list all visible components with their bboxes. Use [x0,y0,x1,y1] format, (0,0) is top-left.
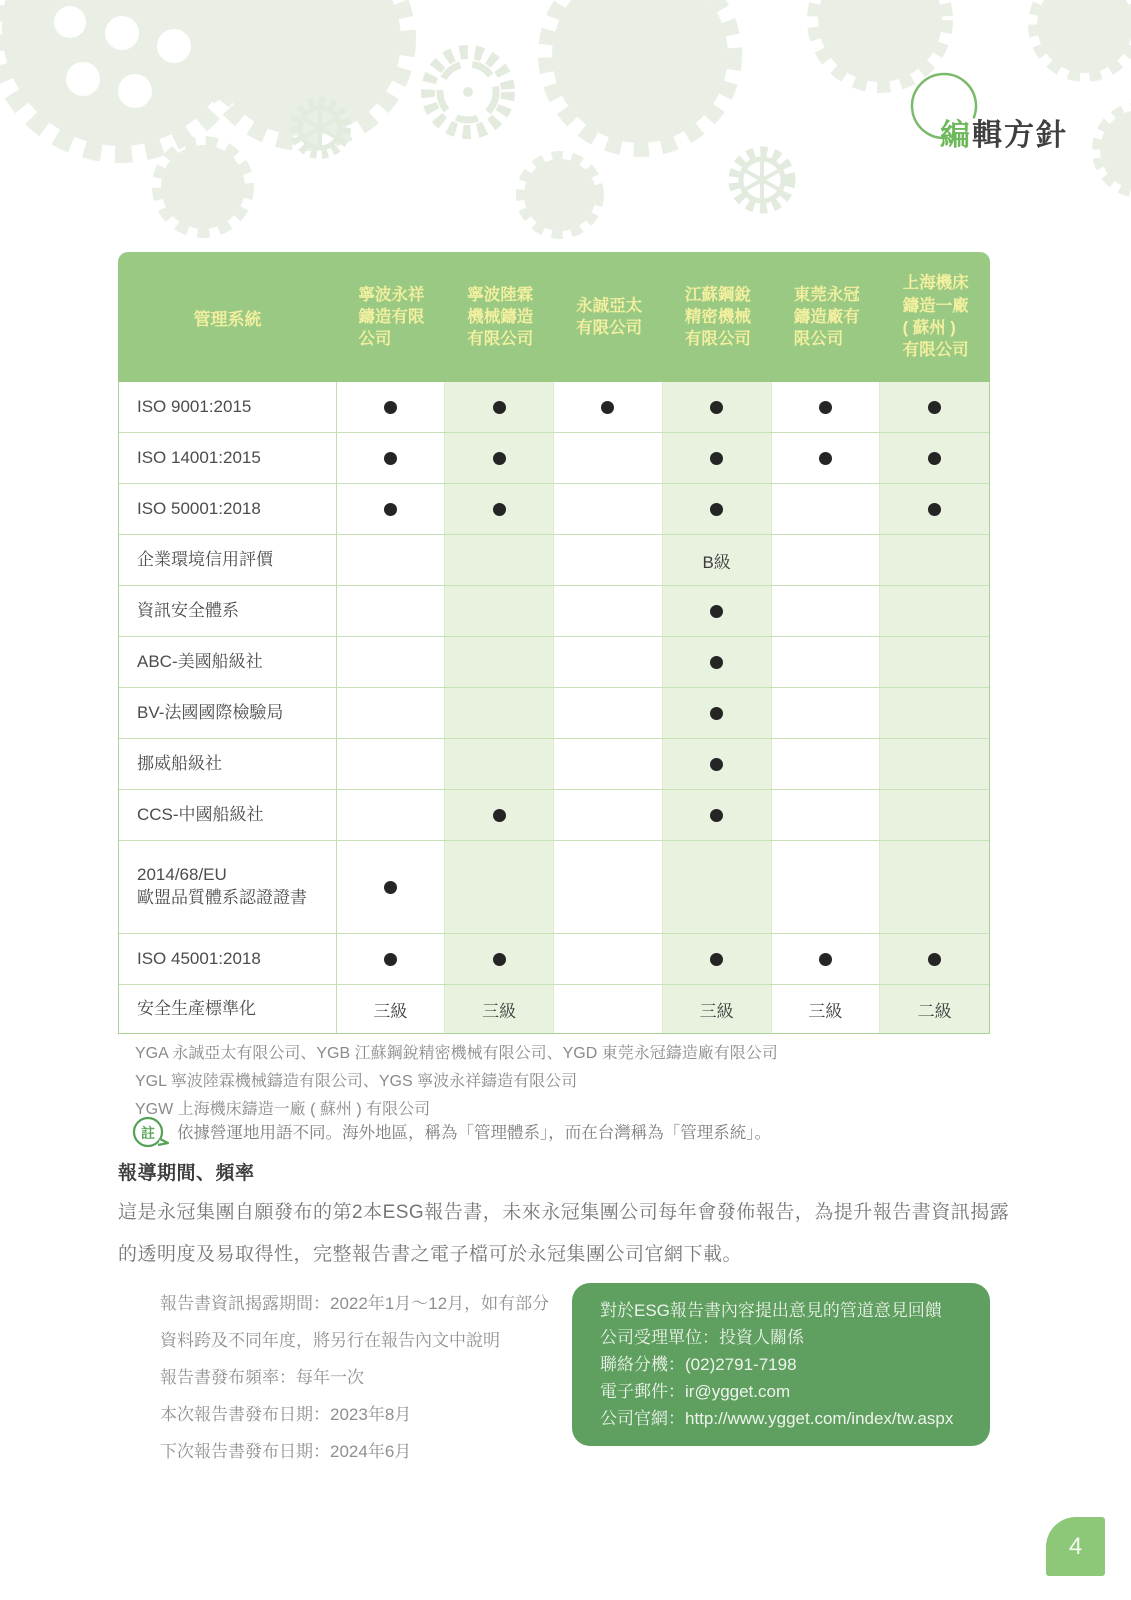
certified-dot [554,382,663,432]
dot-mark [928,953,941,966]
empty-cell [772,484,881,534]
footnote-line: YGA 永誠亞太有限公司、YGB 江蘇鋼銳精密機械有限公司、YGD 東莞永冠鑄造廠有限公司 [135,1045,778,1062]
empty-cell [337,637,446,687]
note-row [131,1114,771,1148]
row-label: CCS-中國船級社 [119,790,337,840]
detail-line: 資料跨及不同年度，將另行在報告內文中說明 [160,1331,500,1350]
company-header-5 [881,272,990,361]
company-header-line: 精密機械 [684,307,751,326]
company-header-line: 有限公司 [576,319,643,337]
section-paragraph: 這是永冠集團自願發布的第2本ESG報告書，未來永冠集團公司每年會發佈報告，為提升報告書資訊揭露的透明度及易取得性，完整報告書之電子檔可於永冠集團公司官網下載。 [118,1202,1010,1265]
empty-cell [445,586,554,636]
certified-dot [445,433,554,483]
empty-cell [880,790,989,840]
dot-mark [928,401,941,414]
dot-mark [384,503,397,516]
empty-cell [554,484,663,534]
table-row [119,534,989,585]
empty-cell [337,586,446,636]
company-header-3 [664,284,773,351]
dot-mark [710,401,723,414]
dot-mark [710,503,723,516]
table-row [119,933,989,984]
certified-dot [337,433,446,483]
grade-cell: 三級 [663,985,772,1033]
grade-cell: 三級 [337,985,446,1033]
certified-dot [772,934,881,984]
contact-line: 公司受理單位：投資人關係 [600,1328,804,1347]
dot-mark [710,809,723,822]
empty-cell [554,433,663,483]
table-row [119,483,989,534]
contact-line: 對於ESG報告書內容提出意見的管道意見回饋 [600,1301,942,1320]
grade-cell: B級 [663,535,772,585]
empty-cell [554,790,663,840]
dot-mark [384,881,397,894]
empty-cell [772,586,881,636]
detail-line: 報告書資訊揭露期間：2022年1月～12月，如有部分 [160,1294,550,1313]
company-header-line: 有限公司 [467,330,534,349]
table-header-row [118,252,990,382]
empty-cell [554,688,663,738]
company-header-line: 永誠亞太 [576,296,643,315]
empty-cell [445,841,554,933]
dot-mark [384,401,397,414]
certified-dot [772,433,881,483]
company-header-line: 公司 [358,330,392,349]
certified-dot [663,586,772,636]
certified-dot [663,790,772,840]
dot-mark [710,707,723,720]
dot-mark [710,758,723,771]
empty-cell [337,535,446,585]
empty-cell [445,637,554,687]
empty-cell [772,535,881,585]
certified-dot [772,382,881,432]
empty-cell [880,841,989,933]
dot-mark [384,953,397,966]
dot-mark [493,452,506,465]
certified-dot [445,382,554,432]
note-badge [131,1114,165,1148]
dot-mark [819,401,832,414]
company-header-line: 東莞永冠 [793,285,860,304]
table-corner-header [118,305,337,330]
dot-mark [601,401,614,414]
empty-cell [880,739,989,789]
table-row [119,840,989,933]
dot-mark [493,953,506,966]
dot-mark [493,809,506,822]
empty-cell [880,586,989,636]
note-text: 依據營運地用語不同。海外地區，稱為「管理體系」，而在台灣稱為「管理系統」。 [177,1124,771,1142]
empty-cell [663,841,772,933]
certified-dot [880,382,989,432]
company-header-line: 寧波陸霖 [467,285,534,304]
certified-dot [445,790,554,840]
table-row [119,789,989,840]
company-header-line: 鑄造一廠 [902,296,969,315]
grade-cell: 二級 [880,985,989,1033]
empty-cell [554,739,663,789]
certified-dot [880,433,989,483]
company-header-4 [772,284,881,351]
empty-cell [880,535,989,585]
certified-dot [445,484,554,534]
section-heading: 報導期間、頻率 [118,1163,255,1184]
dot-mark [928,503,941,516]
footnote-line: YGW 上海機床鑄造一廠 ( 蘇州 ) 有限公司 [135,1101,431,1118]
page-title-rest: 輯方針 [972,119,1068,152]
empty-cell [445,535,554,585]
feedback-contact-box [572,1283,990,1446]
empty-cell [554,586,663,636]
certified-dot [663,484,772,534]
page-number-badge [1046,1517,1105,1576]
svg-text:註: 註 [141,1125,155,1141]
row-label: 企業環境信用評價 [119,535,337,585]
company-header-line: 鑄造廠有 [793,307,860,326]
company-header-line: 寧波永祥 [358,285,425,304]
row-label: 2014/68/EU 歐盟品質體系認證證書 [119,841,337,933]
row-label: ISO 9001:2015 [119,382,337,432]
detail-line: 下次報告書發布日期：2024年6月 [160,1442,412,1461]
company-header-0 [337,284,446,351]
empty-cell [445,688,554,738]
page-title [940,110,1068,154]
empty-cell [337,790,446,840]
certified-dot [663,934,772,984]
row-label: ABC-美國船級社 [119,637,337,687]
certified-dot [663,433,772,483]
contact-line: 電子郵件：ir@ygget.com [600,1382,791,1401]
dot-mark [493,503,506,516]
company-header-line: ( 蘇州 ) [902,319,956,337]
empty-cell [772,637,881,687]
empty-cell [772,739,881,789]
certified-dot [337,382,446,432]
page-number: 4 [1068,1532,1083,1560]
certified-dot [663,688,772,738]
row-label: ISO 45001:2018 [119,934,337,984]
row-label: 安全生產標準化 [119,985,337,1033]
dot-mark [710,605,723,618]
table-row [119,432,989,483]
contact-line: 聯絡分機：(02)2791-7198 [600,1355,797,1374]
footnote-line: YGL 寧波陸霖機械鑄造有限公司、YGS 寧波永祥鑄造有限公司 [135,1073,578,1090]
table-row [119,585,989,636]
company-header-line: 上海機床 [902,274,969,293]
dot-mark [710,452,723,465]
grade-cell: 三級 [772,985,881,1033]
table-row [119,738,989,789]
company-header-1 [446,284,555,351]
table-footnotes [135,1040,778,1124]
dot-mark [384,452,397,465]
empty-cell [880,688,989,738]
empty-cell [772,688,881,738]
empty-cell [445,739,554,789]
table-row [119,687,989,738]
certification-table [118,252,990,1034]
dot-mark [493,401,506,414]
detail-line: 報告書發布頻率：每年一次 [160,1368,364,1387]
certified-dot [337,841,446,933]
certified-dot [880,484,989,534]
certified-dot [663,382,772,432]
empty-cell [337,688,446,738]
empty-cell [554,841,663,933]
empty-cell [554,535,663,585]
company-header-line: 有限公司 [902,341,969,360]
company-header-line: 有限公司 [684,330,751,349]
empty-cell [554,985,663,1033]
note-bubble-icon [131,1114,173,1152]
company-header-2 [555,295,664,340]
certified-dot [337,934,446,984]
empty-cell [880,637,989,687]
dot-mark [710,656,723,669]
certified-dot [337,484,446,534]
grade-cell: 三級 [445,985,554,1033]
table-row [119,382,989,432]
contact-line: 公司官網：http://www.ygget.com/index/tw.aspx [600,1409,954,1428]
dot-mark [710,953,723,966]
row-label: ISO 50001:2018 [119,484,337,534]
company-header-line: 限公司 [793,330,844,349]
dot-mark [928,452,941,465]
page-title-block [890,60,1110,160]
company-header-line: 機械鑄造 [467,307,534,326]
detail-line: 本次報告書發布日期：2023年8月 [160,1405,412,1424]
empty-cell [772,790,881,840]
dot-mark [819,953,832,966]
certified-dot [445,934,554,984]
certified-dot [663,637,772,687]
empty-cell [554,637,663,687]
row-label: 挪威船級社 [119,739,337,789]
company-header-line: 江蘇鋼銳 [684,285,751,304]
empty-cell [772,841,881,933]
row-label: BV-法國國際檢驗局 [119,688,337,738]
row-label: 資訊安全體系 [119,586,337,636]
report-details-list [160,1285,549,1470]
certified-dot [663,739,772,789]
empty-cell [554,934,663,984]
row-label: ISO 14001:2015 [119,433,337,483]
dot-mark [819,452,832,465]
table-corner-label: 管理系統 [193,309,262,329]
company-header-line: 鑄造有限 [358,307,425,326]
table-row [119,636,989,687]
certified-dot [880,934,989,984]
table-body [118,382,990,1034]
page-title-accent: 編 [940,119,972,152]
empty-cell [337,739,446,789]
table-row [119,984,989,1033]
